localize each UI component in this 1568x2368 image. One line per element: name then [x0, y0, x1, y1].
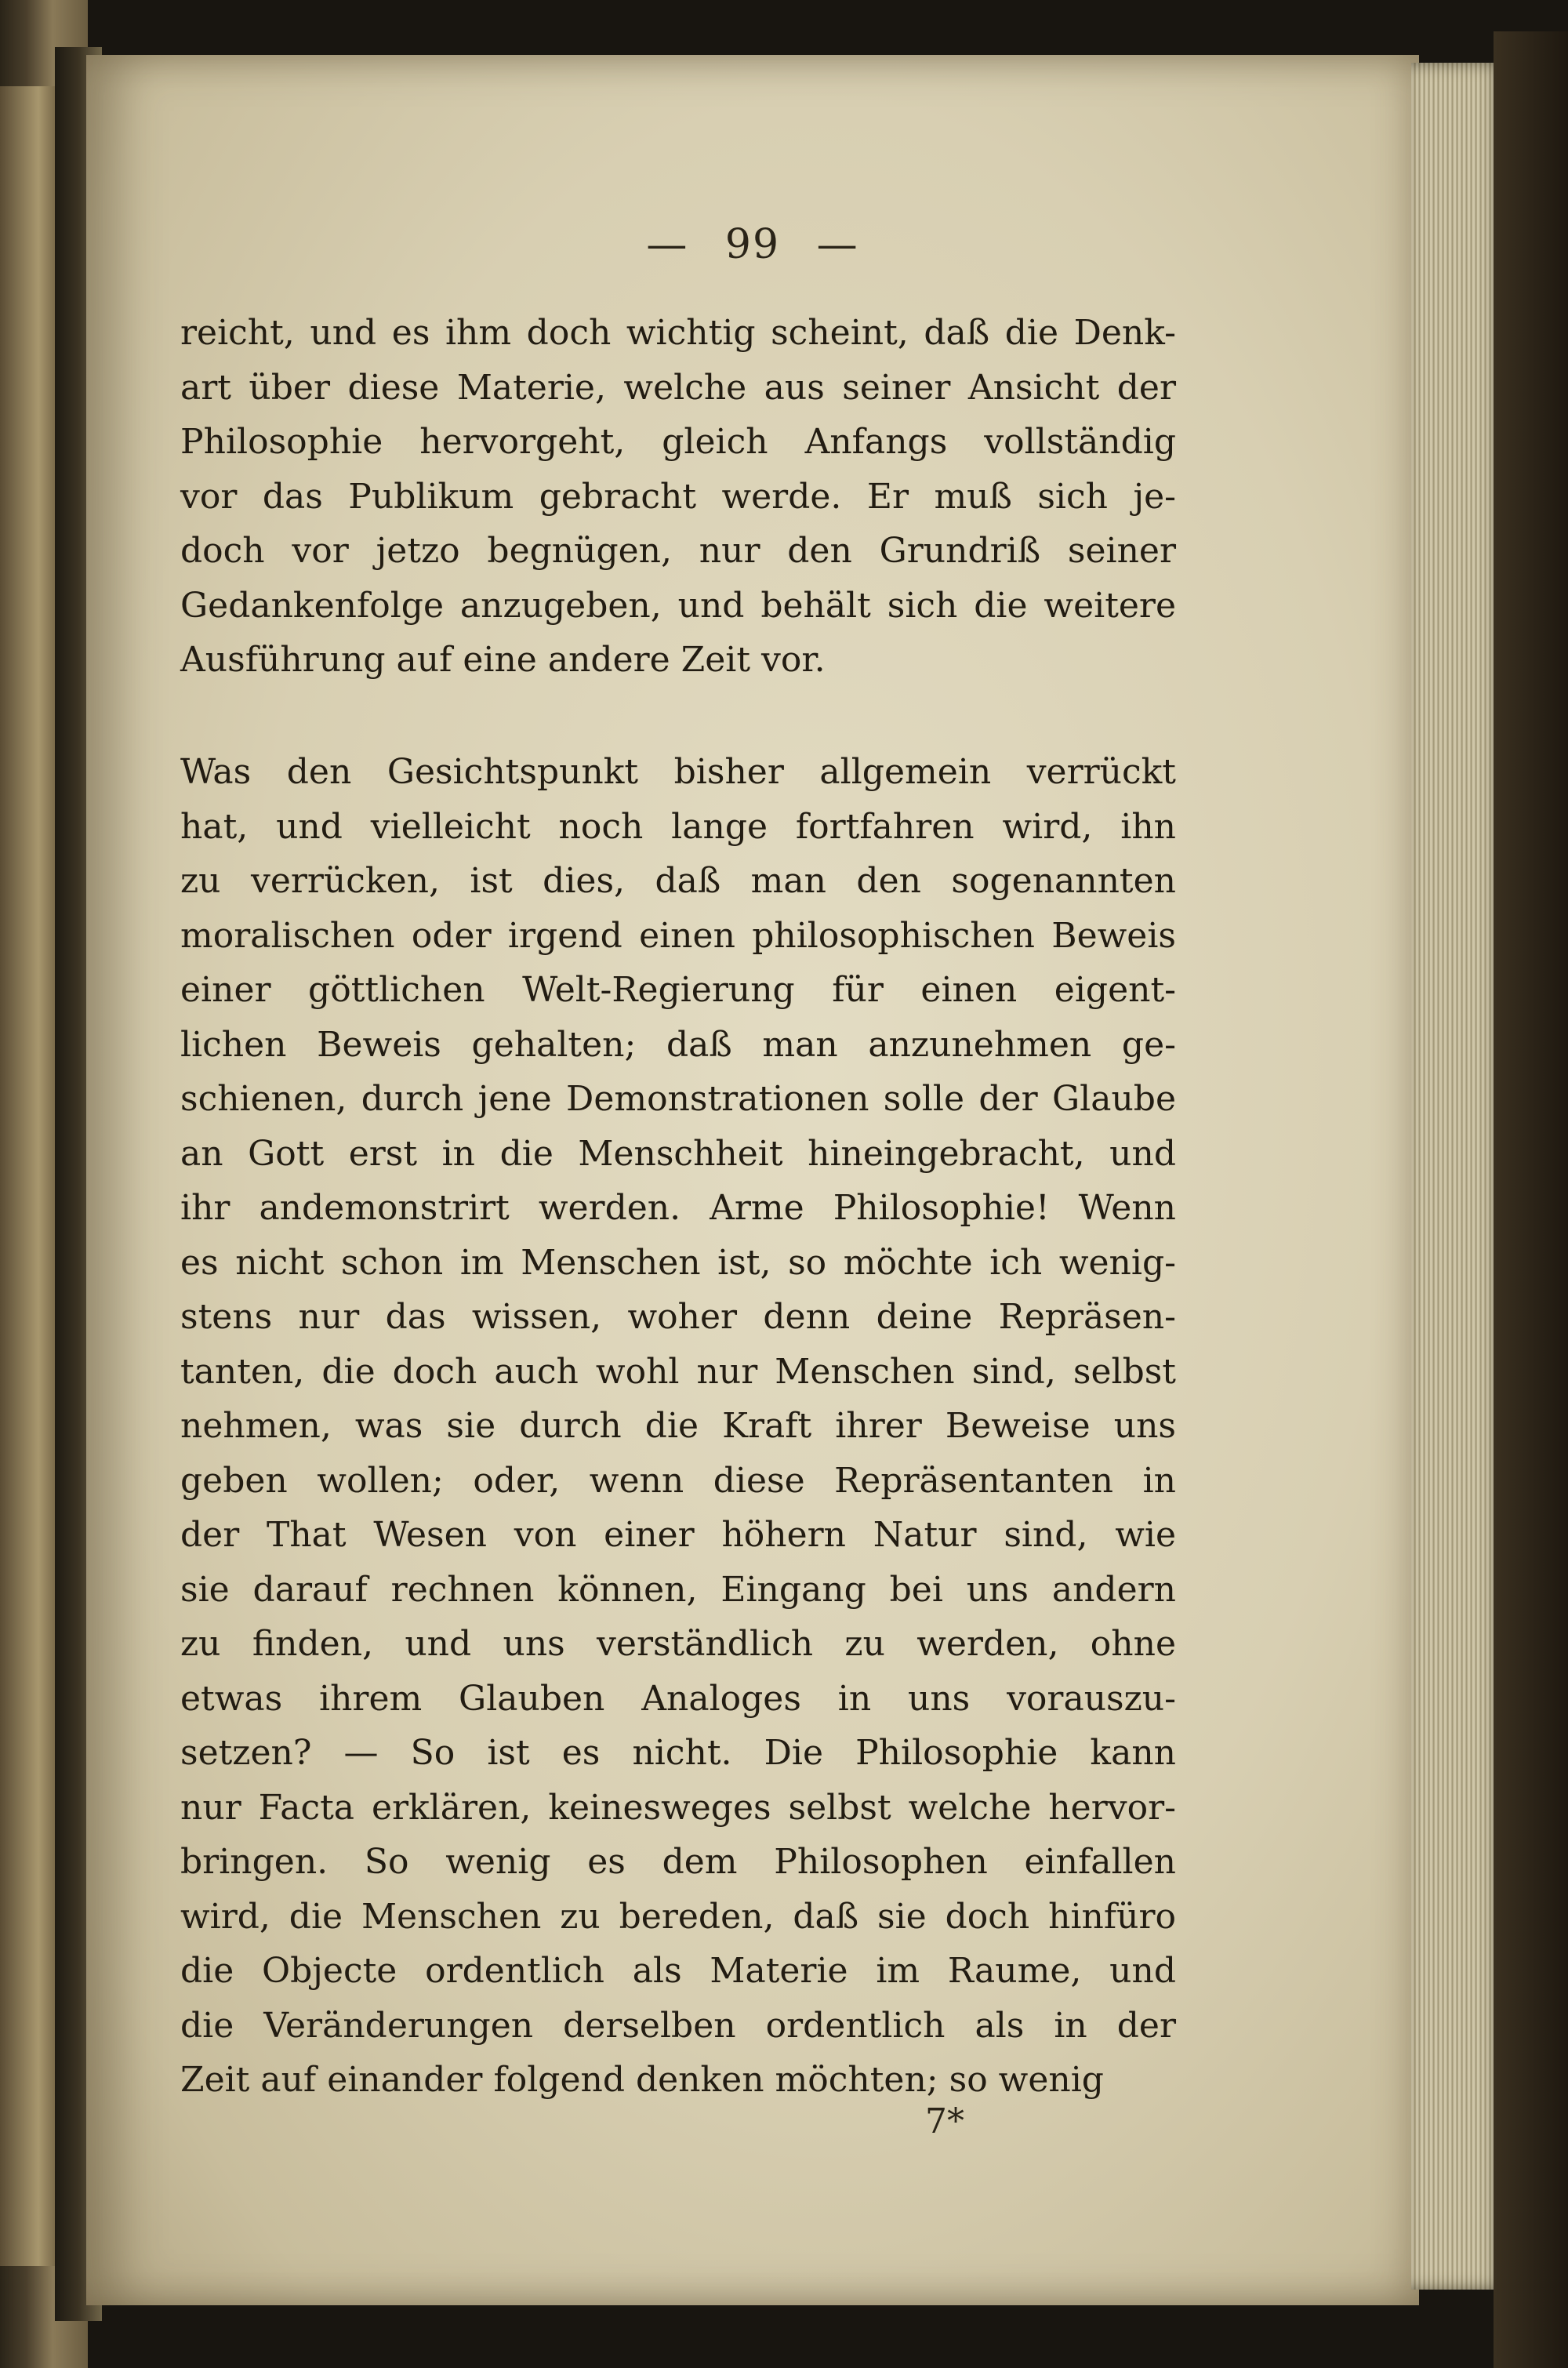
- text-line: die Objecte ordentlich als Materie im Raume, und: [180, 1951, 1176, 1991]
- text-line: doch vor jetzo begnügen, nur den Grundriß seiner: [180, 531, 1176, 571]
- text-line: einer göttlichen Welt-Regierung für einen eigent-: [180, 970, 1176, 1010]
- text-line: Was den Gesichtspunkt bisher allgemein verrückt: [180, 752, 1176, 792]
- text-line: setzen? — So ist es nicht. Die Philosophie kann: [180, 1733, 1176, 1773]
- text-line: Zeit auf einander folgend denken möchten; so wenig: [180, 2060, 1104, 2100]
- header-dash-left: —: [646, 221, 689, 268]
- text-line: Gedankenfolge anzugeben, und behält sich die weitere: [180, 585, 1176, 626]
- text-line: nur Facta erklären, keinesweges selbst welche hervor-: [180, 1787, 1176, 1828]
- text-line: art über diese Materie, welche aus seiner Ansicht der: [180, 367, 1176, 408]
- text-line: tanten, die doch auch wohl nur Menschen sind, selbst: [180, 1351, 1176, 1392]
- text-line: die Veränderungen derselben ordentlich als in der: [180, 2005, 1176, 2046]
- signature-mark: 7*: [925, 2101, 964, 2141]
- page-stack-edge: [1411, 63, 1505, 2290]
- text-line: zu finden, und uns verständlich zu werden, ohne: [180, 1624, 1176, 1664]
- header-dash-right: —: [816, 221, 859, 268]
- text-line: geben wollen; oder, wenn diese Repräsentanten in: [180, 1460, 1176, 1501]
- text-line: ihr andemonstrirt werden. Arme Philosophie! Wenn: [180, 1188, 1176, 1228]
- text-line: reicht, und es ihm doch wichtig scheint, daß die Denk-: [180, 313, 1176, 353]
- text-line: zu verrücken, ist dies, daß man den sogenannten: [180, 861, 1176, 901]
- text-line: lichen Beweis gehalten; daß man anzunehmen ge-: [180, 1024, 1176, 1065]
- text-line: Ausführung auf eine andere Zeit vor.: [180, 640, 826, 680]
- text-line: etwas ihrem Glauben Analoges in uns vorauszu-: [180, 1678, 1176, 1719]
- text-line: es nicht schon im Menschen ist, so möchte ich wenig-: [180, 1242, 1176, 1283]
- page-number: 99: [724, 221, 781, 268]
- text-line: der That Wesen von einer höhern Natur sind, wie: [180, 1515, 1176, 1555]
- previous-page-edge: [0, 86, 55, 2266]
- text-line: nehmen, was sie durch die Kraft ihrer Beweise uns: [180, 1406, 1176, 1446]
- paragraph-2: [180, 745, 1176, 2108]
- book-cover-right: [1494, 31, 1568, 2368]
- text-line: Philosophie hervorgeht, gleich Anfangs vollständig: [180, 422, 1176, 462]
- text-line: sie darauf rechnen können, Eingang bei uns andern: [180, 1569, 1176, 1610]
- text-line: an Gott erst in die Menschheit hineingebracht, und: [180, 1133, 1176, 1174]
- text-line: bringen. So wenig es dem Philosophen einfallen: [180, 1842, 1176, 1882]
- text-line: vor das Publikum gebracht werde. Er muß sich je-: [180, 476, 1176, 517]
- text-line: moralischen oder irgend einen philosophischen Beweis: [180, 915, 1176, 956]
- text-line: hat, und vielleicht noch lange fortfahren wird, ihn: [180, 806, 1176, 847]
- text-line: stens nur das wissen, woher denn deine Repräsen-: [180, 1297, 1176, 1337]
- page-header: [86, 221, 1419, 268]
- paragraph-1: [180, 306, 1176, 688]
- text-line: schienen, durch jene Demonstrationen solle der Glaube: [180, 1079, 1176, 1119]
- text-line: wird, die Menschen zu bereden, daß sie doch hinfüro: [180, 1896, 1176, 1937]
